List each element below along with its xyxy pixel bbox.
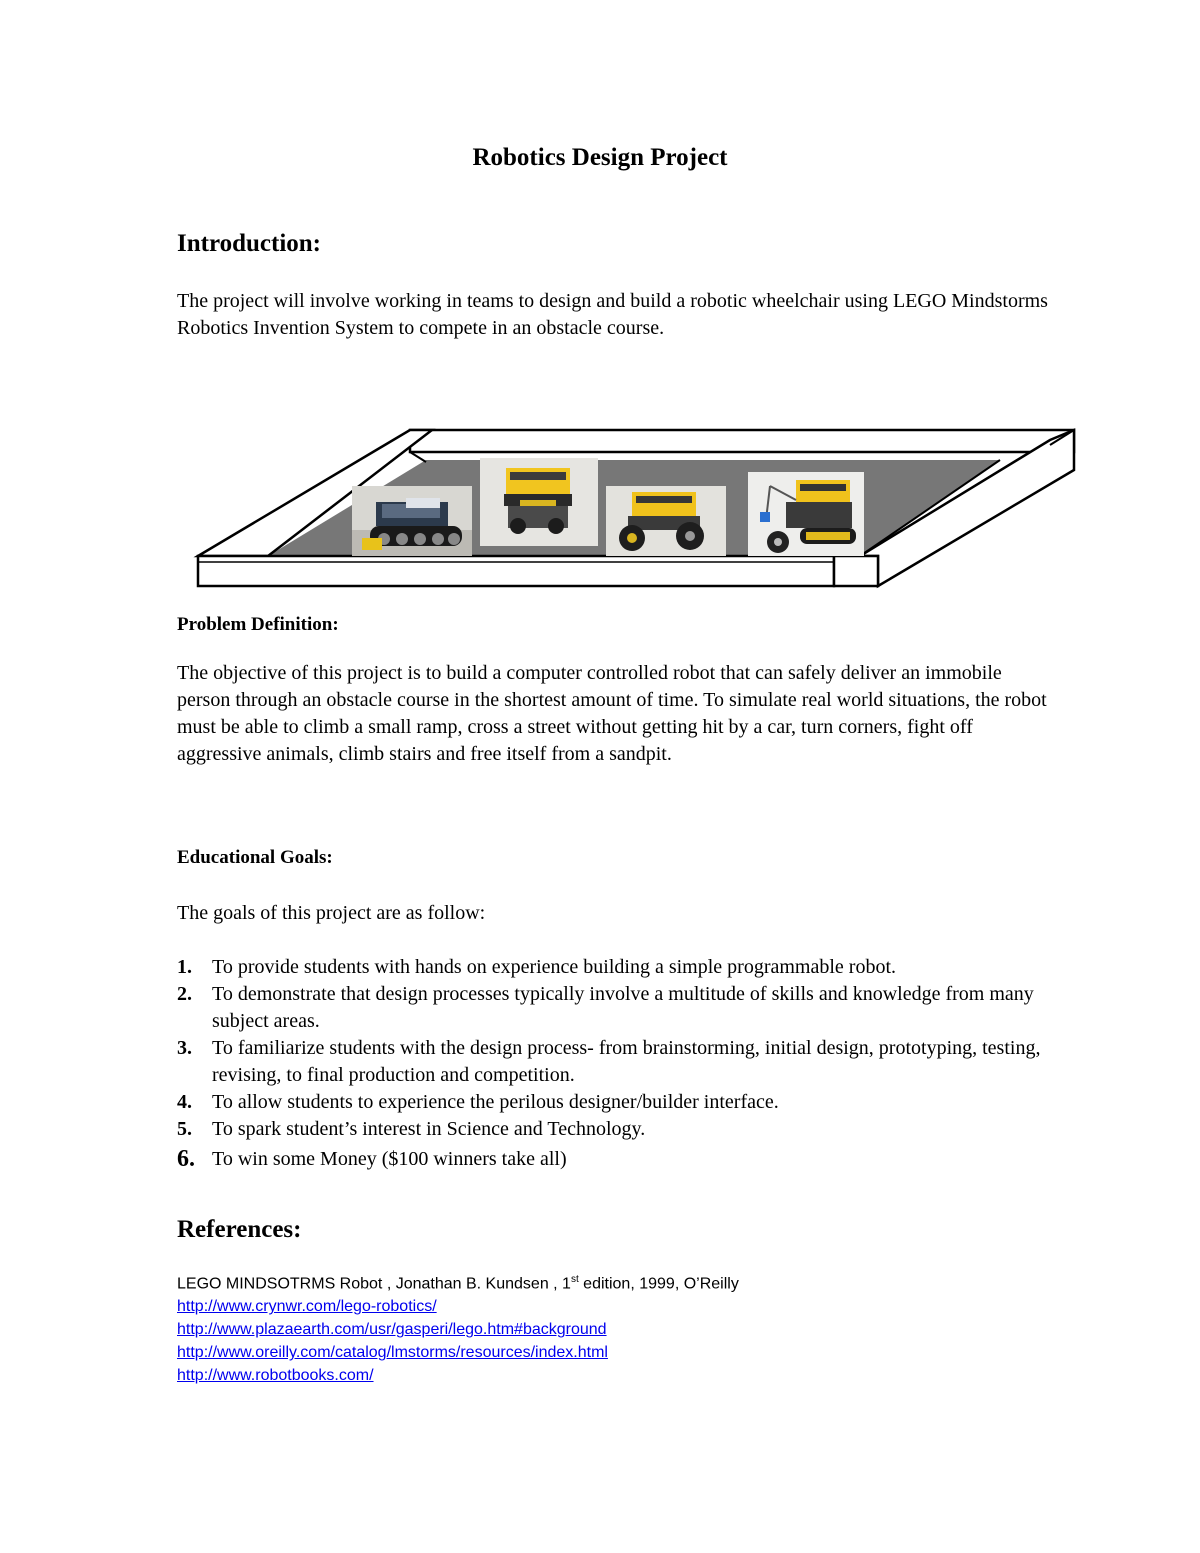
book-reference xyxy=(177,1268,1077,1295)
reference-link-plazaearth[interactable]: http://www.plazaearth.com/usr/gasperi/lego.htm#background xyxy=(177,1321,607,1339)
problem-heading: Problem Definition: xyxy=(177,614,339,635)
reference-link-oreilly[interactable]: http://www.oreilly.com/catalog/lmstorms/resources/index.html xyxy=(177,1344,608,1362)
reference-link-crynwr[interactable]: http://www.crynwr.com/lego-robotics/ xyxy=(177,1298,437,1316)
goal-number: 1. xyxy=(177,956,192,978)
goal-text: To spark student’s interest in Science and Technology. xyxy=(212,1118,646,1140)
goal-text: To allow students to experience the perilous designer/builder interface. xyxy=(212,1091,779,1113)
book-reference-tail: edition, 1999, O’Reilly xyxy=(578,1275,739,1293)
goal-number: 5. xyxy=(177,1118,192,1140)
stacked-robot-photo xyxy=(480,458,598,546)
goal-text: To familiarize students with the design process- from brainstorming, initial design, prototyping, testing, revising, to final production and competition. xyxy=(212,1037,1041,1086)
goal-item xyxy=(177,1116,1057,1143)
tracked-robot-photo xyxy=(352,486,472,556)
goal-number: 3. xyxy=(177,1037,192,1059)
goal-item xyxy=(177,1146,1057,1173)
goal-item xyxy=(177,954,1057,981)
introduction-paragraph: The project will involve working in teams to design and build a robotic wheelchair using LEGO Mindstorms Robotics Invention System to compete in an obstacle course. xyxy=(177,290,1048,339)
goal-item xyxy=(177,1035,1057,1089)
reference-link-robotbooks[interactable]: http://www.robotbooks.com/ xyxy=(177,1367,374,1385)
arm-robot-photo xyxy=(748,472,864,556)
book-reference-text: LEGO MINDSOTRMS Robot , Jonathan B. Kundsen , 1 xyxy=(177,1275,571,1293)
goal-text: To win some Money ($100 winners take all) xyxy=(212,1148,567,1170)
problem-text xyxy=(177,660,1057,768)
front-rail xyxy=(198,556,834,586)
book-edition-suffix: st xyxy=(570,1274,579,1285)
goal-number: 6. xyxy=(177,1146,195,1172)
goals-intro: The goals of this project are as follow: xyxy=(177,902,486,924)
goal-text: To provide students with hands on experience building a simple programmable robot. xyxy=(212,956,897,978)
goal-item xyxy=(177,1089,1057,1116)
problem-paragraph: The objective of this project is to build a computer controlled robot that can safely deliver an immobile person through an obstacle course in the shortest amount of time. To simulate real world situations, the robot must be able to climb a small ramp, cross a street without getting hit by a car, turn corners, fight off aggressive animals, climb stairs and free itself from a sandpit. xyxy=(177,662,1047,765)
wheeled-robot-photo xyxy=(606,486,726,556)
goal-item xyxy=(177,981,1057,1035)
back-rail xyxy=(410,430,1074,452)
goal-number: 4. xyxy=(177,1091,192,1113)
front-rail-end xyxy=(834,556,878,586)
goals-list xyxy=(177,954,1057,1173)
goal-number: 2. xyxy=(177,983,192,1005)
references-heading: References: xyxy=(177,1216,302,1243)
goals-heading: Educational Goals: xyxy=(177,847,333,868)
introduction-heading: Introduction: xyxy=(177,230,322,257)
page-title: Robotics Design Project xyxy=(472,144,728,171)
references-list xyxy=(177,1268,1077,1387)
goal-text: To demonstrate that design processes typically involve a multitude of skills and knowledge from many subject areas. xyxy=(212,983,1034,1032)
